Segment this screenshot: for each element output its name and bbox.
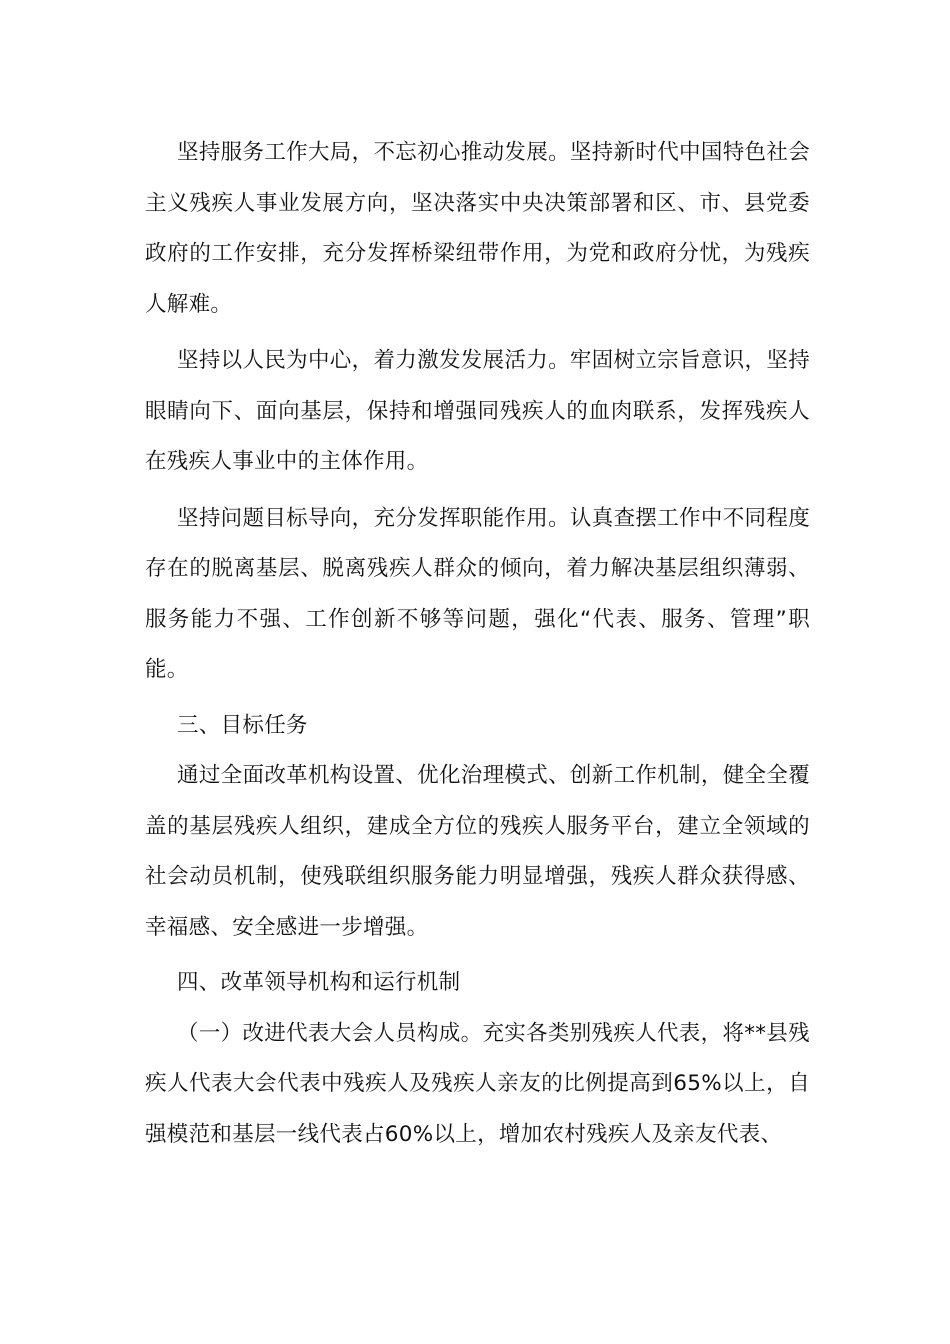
document-body xyxy=(145,128,810,1160)
section-heading-goals: 三、目标任务 xyxy=(177,712,308,738)
section-heading-reform-leadership: 四、改革领导机构和运行机制 xyxy=(177,970,461,995)
paragraph-problem-oriented: 坚持问题目标导向，充分发挥职能作用。认真查摆工作中不同程度存在的脱离基层、脱离残疾人群众的倾向，着力解决基层组织薄弱、服务能力不强、工作创新不够等问题，强化“代表、服务、管理”职能。 xyxy=(145,505,810,682)
paragraph-serve-overall: 坚持服务工作大局，不忘初心推动发展。坚持新时代中国特色社会主义残疾人事业发展方向，坚决落实中央决策部署和区、市、县党委政府的工作安排，充分发挥桥梁纽带作用，为党和政府分忧，为残疾人解难。 xyxy=(145,140,810,317)
paragraph-goals: 通过全面改革机构设置、优化治理模式、创新工作机制，健全全覆盖的基层残疾人组织，建成全方位的残疾人服务平台，建立全领域的社会动员机制，使残联组织服务能力明显增强，残疾人群众获得感、幸福感、安全感进一步增强。 xyxy=(145,763,810,940)
paragraph-people-centered: 坚持以人民为中心，着力激发发展活力。牢固树立宗旨意识，坚持眼睛向下、面向基层，保持和增强同残疾人的血肉联系，发挥残疾人在残疾人事业中的主体作用。 xyxy=(145,348,810,474)
paragraph-congress-composition: （一）改进代表大会人员构成。充实各类别残疾人代表，将**县残疾人代表大会代表中残疾人及残疾人亲友的比例提高到65%以上，自强模范和基层一线代表占60%以上，增加农村残疾人及亲友代表、 xyxy=(145,1020,810,1147)
